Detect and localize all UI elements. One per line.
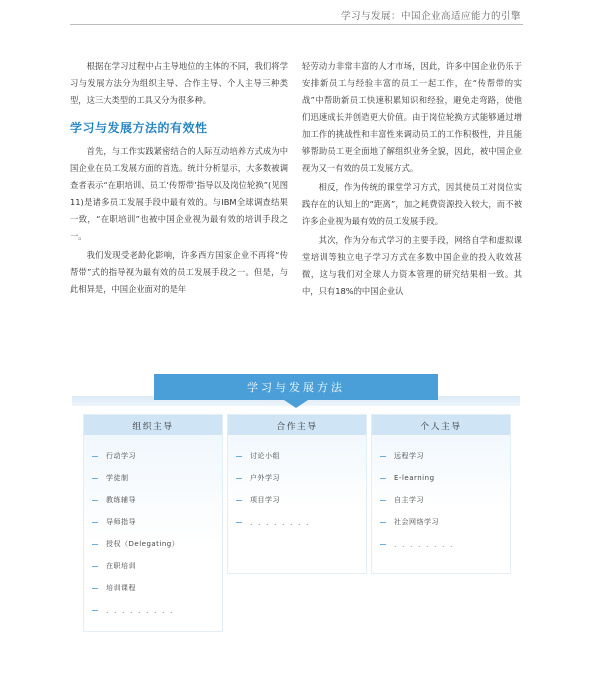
paragraph: 相反，作为传统的课堂学习方式，因其使员工对岗位实践存在的认知上的“距离”，加之耗费资源投入较大，而不被许多企业视为最有效的员工发展手段。 <box>302 182 522 226</box>
dash-icon <box>236 522 242 523</box>
category-title: 合作主导 <box>228 415 366 435</box>
diagram-banner <box>154 374 438 406</box>
right-column <box>302 58 522 302</box>
dash-icon <box>380 522 386 523</box>
list-item: 在职培训 <box>92 555 222 577</box>
dash-icon <box>92 456 98 457</box>
paragraph: 首先，与工作实践紧密结合的人际互动培养方式成为中国企业在员工发展方面的首选。统计分析显示，大多数被调查者表示“在职培训、员工‘传帮带’指导以及岗位轮换”(见图11)是诸多员工发展手段中最有效的。与IBM全球调查结果一致，“在职培训”也被中国企业视为最有效的培训手段之一。 <box>70 146 288 241</box>
header-rule <box>70 24 523 25</box>
list-item: 教练辅导 <box>92 489 222 511</box>
dash-icon <box>92 566 98 567</box>
dash-icon <box>92 522 98 523</box>
list-item: E-learning <box>380 467 510 489</box>
dash-icon <box>380 478 386 479</box>
dash-icon <box>92 610 98 611</box>
list-item: 学徒制 <box>92 467 222 489</box>
list-item: 项目学习 <box>236 489 366 511</box>
dash-icon <box>380 500 386 501</box>
list-item: 远程学习 <box>380 445 510 467</box>
dash-icon <box>380 456 386 457</box>
dash-icon <box>92 588 98 589</box>
list-item-more: ．．．．．．．． <box>236 511 366 533</box>
category-card-cooperation <box>227 414 367 574</box>
banner-arrow-icon <box>284 400 308 408</box>
left-column <box>70 58 288 300</box>
list-item: 户外学习 <box>236 467 366 489</box>
list-item: 社会网络学习 <box>380 511 510 533</box>
list-item: 导师指导 <box>92 511 222 533</box>
list-item-more: ．．．．．．．． <box>380 533 510 555</box>
list-item: 行动学习 <box>92 445 222 467</box>
list-item: 讨论小组 <box>236 445 366 467</box>
section-heading: 学习与发展方法的有效性 <box>70 121 208 135</box>
category-title: 个人主导 <box>372 415 510 435</box>
dash-icon <box>92 544 98 545</box>
paragraph: 根据在学习过程中占主导地位的主体的不同，我们将学习与发展方法分为组织主导、合作主导、个人主导三种类型，这三大类型的工具又分为很多种。 <box>70 61 288 105</box>
dash-icon <box>236 500 242 501</box>
list-item: 自主学习 <box>380 489 510 511</box>
paragraph: 我们发现受老龄化影响，许多西方国家企业不再将“传帮带”式的指导视为最有效的员工发展手段之一。但是，与此相异是，中国企业面对的是年 <box>70 250 288 294</box>
paragraph: 轻劳动力非常丰富的人才市场，因此，许多中国企业仍乐于安排新员工与经验丰富的员工一起工作，在“传帮带的实战”中帮助新员工快速积累知识和经验，避免走弯路，使他们迅速成长并创造更大价值。由于岗位轮换方式能够通过增加工作的挑战性和丰富性来调动员工的工作积极性，并且能够帮助员工更全面地了解组织业务全貌，因此，被中国企业视为又一有效的员工发展方式。 <box>302 61 522 173</box>
list-item-more: ．．．．．．．．． <box>92 599 222 621</box>
paragraph: 其次，作为分布式学习的主要手段，网络自学和虚拟课堂培训等独立电子学习方式在多数中国企业的投入收效甚微，这与我们对全球人力资本管理的研究结果相一致。其中，只有18%的中国企业认 <box>302 235 522 296</box>
category-card-individual <box>371 414 511 574</box>
dash-icon <box>380 544 386 545</box>
running-header: 学习与发展：中国企业高适应能力的引擎 <box>340 11 521 22</box>
diagram-title: 学习与发展方法 <box>154 374 438 400</box>
dash-icon <box>236 456 242 457</box>
category-title: 组织主导 <box>84 415 222 435</box>
dash-icon <box>92 500 98 501</box>
list-item: 培训课程 <box>92 577 222 599</box>
dash-icon <box>236 478 242 479</box>
list-item: 授权（Delegating） <box>92 533 222 555</box>
category-card-organization <box>83 414 223 632</box>
dash-icon <box>92 478 98 479</box>
